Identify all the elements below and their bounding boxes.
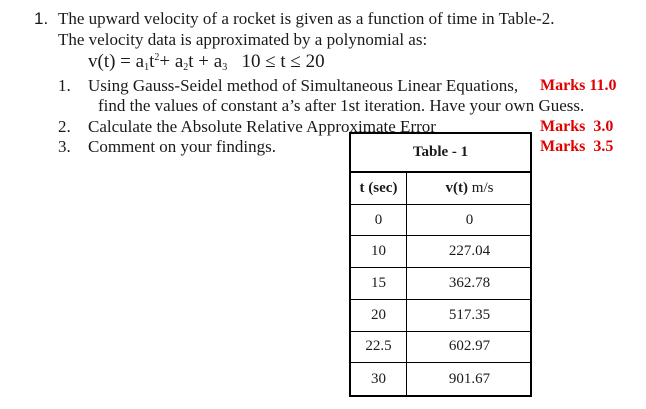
task-2-marks: Marks 3.0	[540, 118, 614, 135]
task-3-text: Comment on your findings.	[88, 137, 276, 156]
task-3-marks: Marks 3.5	[540, 138, 614, 155]
task-1-text: Using Gauss-Seidel method of Simultaneous Linear Equations,	[88, 76, 519, 95]
table-row	[351, 300, 530, 332]
task-1-marks: Marks 11.0	[540, 77, 617, 94]
table-header-row	[351, 173, 530, 205]
formula-range: 10 ≤ t ≤ 20	[241, 51, 325, 72]
cell-t: 30	[351, 363, 407, 395]
task-1-continuation: find the values of constant a’s after 1st iteration. Have your own Guess.	[98, 96, 585, 115]
table-row	[351, 363, 530, 395]
table-row	[351, 332, 530, 364]
cell-t: 22.5	[351, 332, 407, 363]
question-line-1: The upward velocity of a rocket is given as a function of time in Table-2.	[58, 9, 555, 28]
task-1-number: 1.	[58, 76, 71, 95]
cell-t: 10	[351, 236, 407, 267]
table-row	[351, 205, 530, 237]
velocity-table	[349, 132, 532, 397]
cell-t: 0	[351, 205, 407, 236]
cell-v: 901.67	[448, 370, 491, 387]
polynomial-formula: $v(t) = a_1t^2+ a_2t + a_3$ 10 ≤ t ≤ 20	[88, 51, 325, 73]
cell-v: 602.97	[448, 338, 491, 355]
table-row	[351, 236, 530, 268]
cell-t: 20	[351, 300, 407, 331]
header-v: v(t) m/s	[445, 179, 494, 196]
cell-v: 227.04	[448, 243, 491, 260]
cell-t: 15	[351, 268, 407, 299]
cell-v: 362.78	[448, 274, 491, 291]
table-row	[351, 268, 530, 300]
cell-v: 517.35	[448, 306, 491, 323]
task-2-number: 2.	[58, 117, 71, 136]
cell-v: 0	[465, 211, 474, 228]
table-title: Table - 1	[351, 134, 530, 173]
question-line-2: The velocity data is approximated by a polynomial as:	[58, 30, 428, 49]
task-3-number: 3.	[58, 137, 71, 156]
header-t: t (sec)	[351, 173, 407, 204]
task-2-text: Calculate the Absolute Relative Approximate Error	[88, 117, 436, 136]
question-number: 1.	[34, 9, 49, 28]
